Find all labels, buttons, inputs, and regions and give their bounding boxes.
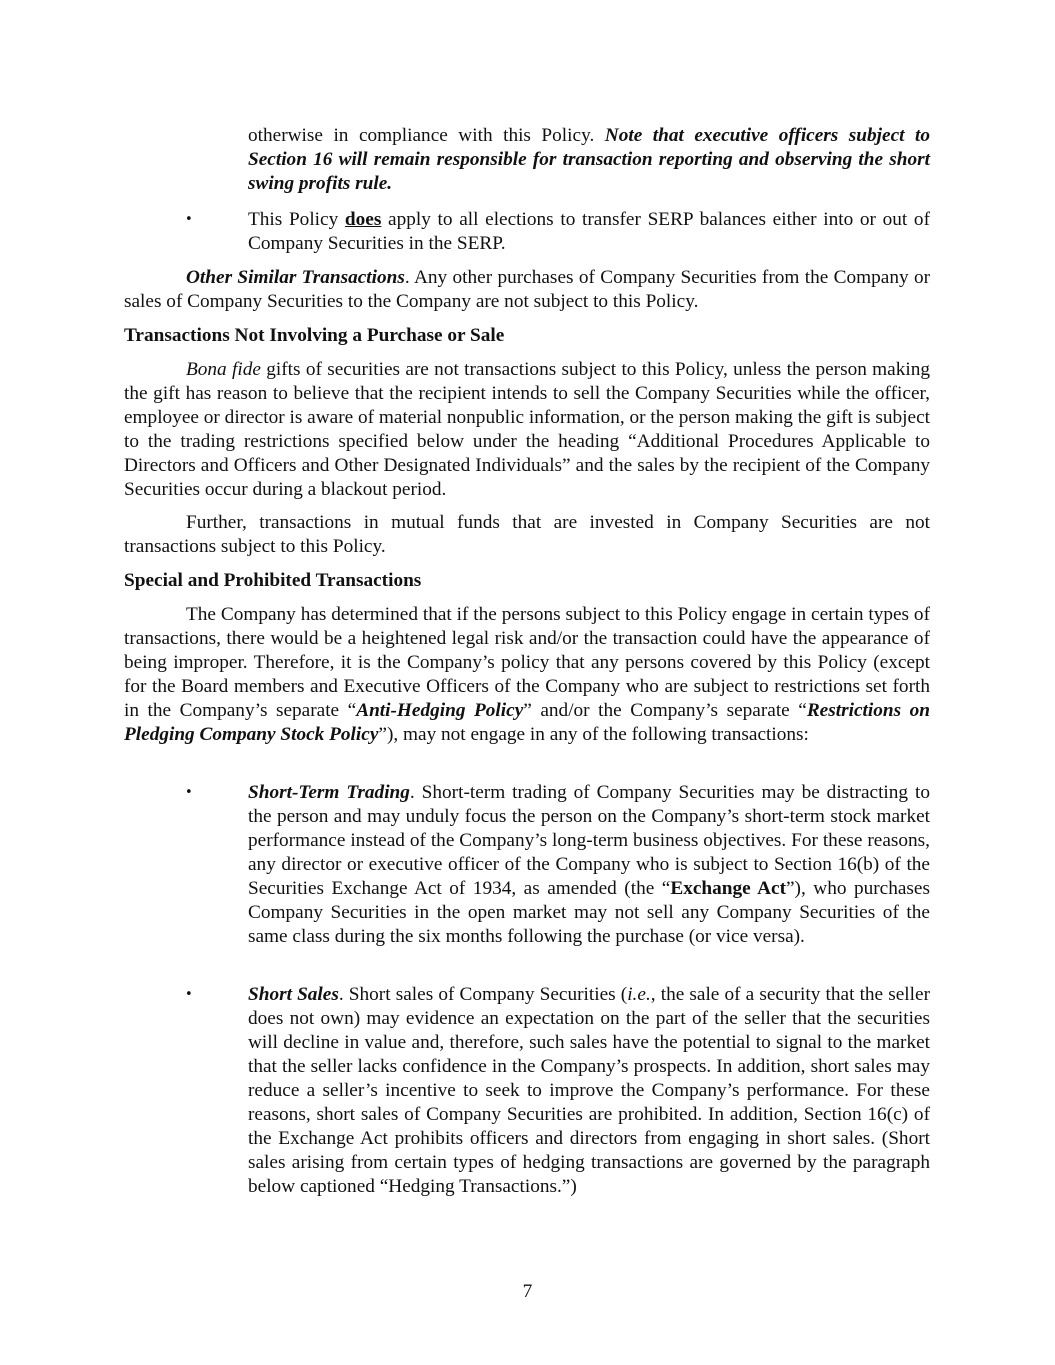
serp-text-pre: This Policy bbox=[248, 209, 345, 230]
bullet-short-term: • bbox=[185, 785, 193, 800]
short-term-text-1: . Short-term trading of Company Securities may be distracting to the person and may unduly focus the person on the Company’s short-term stock market performance instead of the Company’s long-term business objectives. For these reasons, any director or executive officer of the Company who is subject to Section 16(b) of the Securities Exchange Act of 1934, as amended (the “ bbox=[248, 782, 930, 899]
serp-emphasis: does bbox=[344, 209, 382, 230]
exchange-act-term: Exchange Act bbox=[670, 878, 786, 899]
heading-special-prohibited: Special and Prohibited Transactions bbox=[124, 570, 422, 591]
serp-paragraph bbox=[248, 208, 930, 256]
serp-text-post: apply to all elections to transfer SERP balances either into or out of Company Securities in the SERP. bbox=[248, 209, 930, 254]
heading-transactions-not-involving: Transactions Not Involving a Purchase or Sale bbox=[124, 325, 505, 346]
short-sales-title: Short Sales bbox=[248, 984, 339, 1005]
bullet-serp: • bbox=[185, 212, 193, 227]
bullet-short-sales: • bbox=[185, 987, 193, 1002]
special-text-3: ”), may not engage in any of the following transactions: bbox=[378, 724, 809, 745]
mutual-funds-paragraph: Further, transactions in mutual funds that are invested in Company Securities are not transactions subject to this Policy. bbox=[124, 512, 930, 557]
short-term-text-2: ”), who purchases Company Securities in the open market may not sell any Company Securities of the same class during the six months following the purchase (or vice versa). bbox=[248, 878, 930, 947]
short-term-trading-paragraph bbox=[248, 781, 930, 949]
continuation-paragraph bbox=[248, 124, 930, 196]
bona-fide-lead: Bona fide bbox=[186, 359, 261, 380]
bona-fide-paragraph bbox=[124, 358, 930, 502]
ie-abbreviation: i.e. bbox=[627, 984, 651, 1005]
other-similar-paragraph bbox=[124, 266, 930, 314]
short-sales-text-2: , the sale of a security that the seller does not own) may evidence an expectation on the part of the seller that the securities will decline in value and, therefore, such sales have the potential to signal to the market that the seller lacks confidence in the Company’s prospects. In addition, short sales may reduce a seller’s incentive to seek to improve the Company’s performance. For these reasons, short sales of Company Securities are prohibited. In addition, Section 16(c) of the Exchange Act prohibits officers and directors from engaging in short sales. (Short sales arising from certain types of hedging transactions are governed by the paragraph below captioned “Hedging Transactions.”) bbox=[248, 984, 930, 1197]
anti-hedging-policy-ref: Anti-Hedging Policy bbox=[356, 700, 524, 721]
section16-note: Note that executive officers subject to Section 16 will remain responsible for transaction reporting and observing the short swing profits rule. bbox=[248, 125, 930, 194]
pledging-policy-ref: Restrictions on Pledging Company Stock Policy bbox=[124, 700, 930, 745]
other-similar-title: Other Similar Transactions bbox=[186, 267, 405, 288]
bona-fide-text: gifts of securities are not transactions subject to this Policy, unless the person making the gift has reason to believe that the recipient intends to sell the Company Securities while the officer, employee or director is aware of material nonpublic information, or the person making the gift is subject to the trading restrictions specified below under the heading “Additional Procedures Applicable to Directors and Officers and Other Designated Individuals” and the sales by the recipient of the Company Securities occur during a blackout period. bbox=[124, 359, 931, 500]
page-number: 7 bbox=[522, 1281, 533, 1302]
other-similar-text: . Any other purchases of Company Securities from the Company or sales of Company Securities to the Company are not subject to this Policy. bbox=[124, 267, 930, 312]
short-sales-text-1: . Short sales of Company Securities ( bbox=[338, 984, 628, 1005]
special-text-1: The Company has determined that if the persons subject to this Policy engage in certain types of transactions, there would be a heightened legal risk and/or the transaction could have the appearance of being improper. Therefore, it is the Company’s policy that any persons covered by this Policy (except for the Board members and Executive Officers of the Company who are subject to restrictions set forth in the Company’s separate “ bbox=[124, 604, 930, 721]
special-text-2: ” and/or the Company’s separate “ bbox=[523, 700, 807, 721]
short-term-title: Short-Term Trading bbox=[248, 782, 410, 803]
special-transactions-paragraph bbox=[124, 603, 930, 747]
continuation-text: otherwise in compliance with this Policy. bbox=[248, 125, 605, 146]
short-sales-paragraph bbox=[248, 983, 930, 1199]
